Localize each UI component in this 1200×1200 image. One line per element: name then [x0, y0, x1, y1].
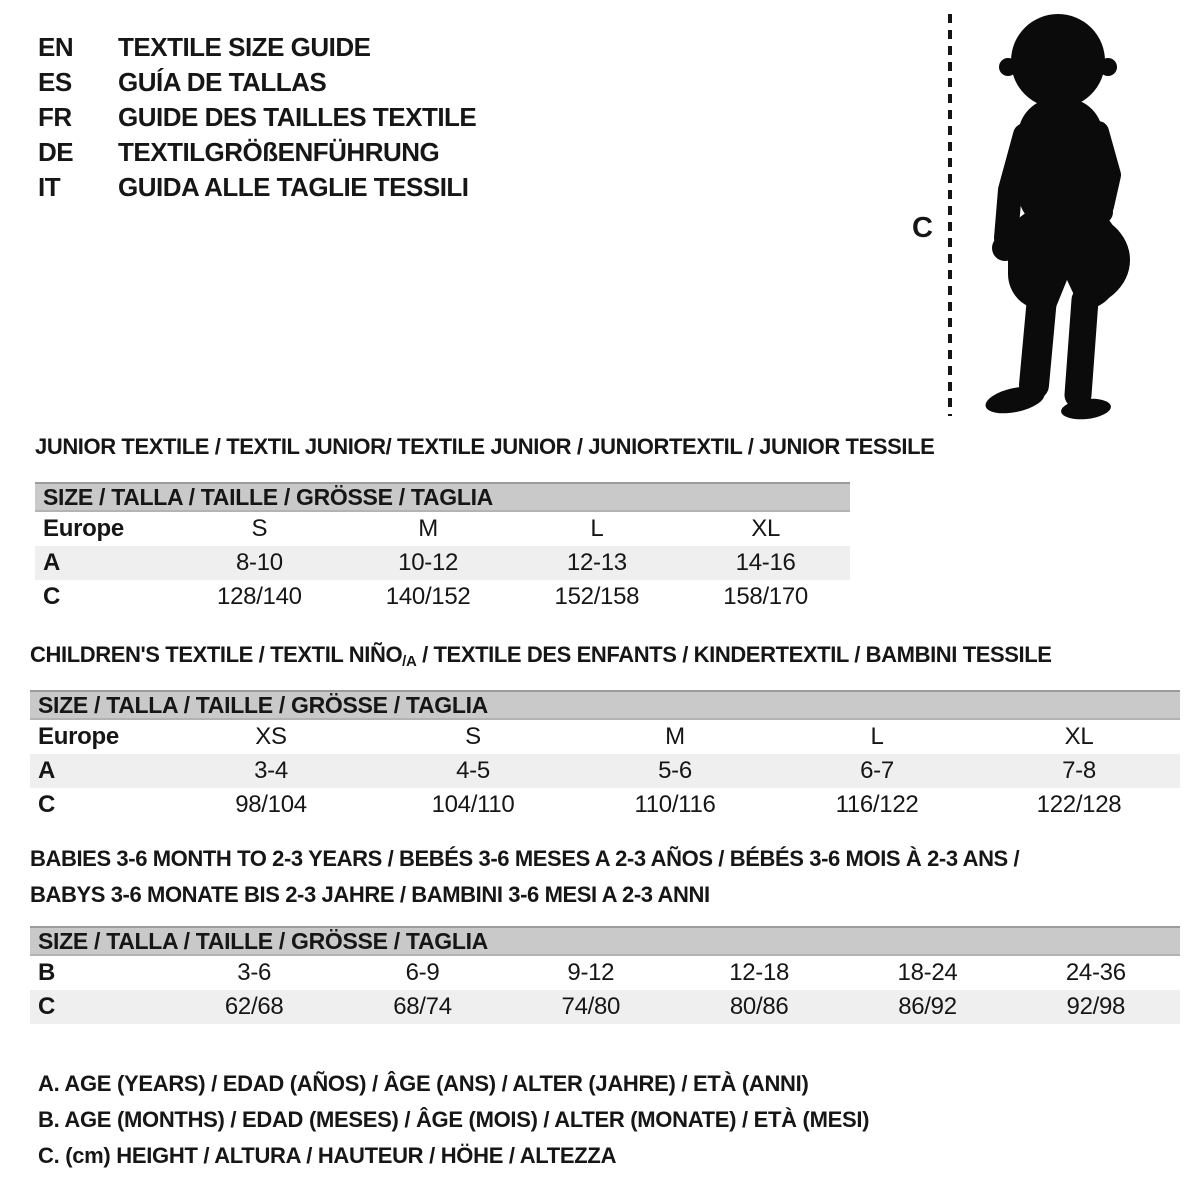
- language-row-en: [38, 30, 476, 65]
- table-row-europe: [35, 512, 850, 546]
- children-heading-text: CHILDREN'S TEXTILE / TEXTIL NIÑO: [30, 642, 403, 667]
- age-cell: 5-6: [658, 757, 692, 784]
- size-cell: XL: [1064, 723, 1094, 750]
- row-label: C: [43, 583, 61, 610]
- size-cell: M: [418, 515, 438, 542]
- babies-section-heading-line1: BABIES 3-6 MONTH TO 2-3 YEARS / BEBÉS 3-6 MESES A 2-3 AÑOS / BÉBÉS 3-6 MOIS À 2-3 ANS /: [30, 846, 1020, 871]
- language-row-fr: [38, 100, 476, 135]
- height-cell: 98/104: [235, 791, 307, 818]
- age-cell: 4-5: [456, 757, 490, 784]
- height-cell: 86/92: [898, 993, 957, 1020]
- row-label: B: [38, 959, 56, 986]
- size-header-bar: SIZE / TALLA / TAILLE / GRÖSSE / TAGLIA: [35, 482, 850, 512]
- height-cell: 104/110: [431, 791, 515, 818]
- age-cell: 12-13: [566, 549, 627, 576]
- table-row-height: [35, 580, 850, 614]
- table-row-europe: [30, 720, 1180, 754]
- size-cell: S: [465, 723, 481, 750]
- size-header-bar: SIZE / TALLA / TAILLE / GRÖSSE / TAGLIA: [30, 926, 1180, 956]
- junior-size-table: [35, 482, 850, 614]
- language-code: ES: [38, 67, 72, 97]
- months-cell: 18-24: [897, 959, 958, 986]
- toddler-silhouette-icon: [970, 10, 1142, 422]
- children-heading-text: / TEXTILE DES ENFANTS / KINDERTEXTIL / BAMBINI TESSILE: [416, 642, 1052, 667]
- measurement-legend: [38, 1066, 869, 1174]
- months-cell: 9-12: [567, 959, 615, 986]
- language-title-list: [38, 30, 476, 205]
- babies-section-heading-line2: BABYS 3-6 MONATE BIS 2-3 JAHRE / BAMBINI 3-6 MESI A 2-3 ANNI: [30, 882, 710, 907]
- table-row-age: [30, 754, 1180, 788]
- size-cell: XL: [751, 515, 780, 542]
- language-code: EN: [38, 32, 74, 62]
- age-cell: 8-10: [235, 549, 283, 576]
- months-cell: 24-36: [1065, 959, 1126, 986]
- babies-size-table: [30, 926, 1180, 1024]
- height-cell: 92/98: [1066, 993, 1126, 1020]
- size-cell: M: [665, 723, 685, 750]
- guide-title-es: GUÍA DE TALLAS: [118, 67, 327, 97]
- height-cell: 122/128: [1036, 791, 1122, 818]
- height-cell: 152/158: [554, 583, 640, 610]
- height-cell: 110/116: [634, 791, 716, 818]
- age-cell: 6-7: [860, 757, 894, 784]
- months-cell: 6-9: [405, 959, 440, 986]
- children-heading-subscript: /A: [402, 653, 417, 670]
- legend-line-age-months: B. AGE (MONTHS) / EDAD (MESES) / ÂGE (MOIS) / ALTER (MONATE) / ETÀ (MESI): [38, 1107, 870, 1132]
- height-cell: 74/80: [561, 993, 621, 1020]
- row-label: Europe: [38, 723, 119, 750]
- height-cell: 62/68: [224, 993, 284, 1020]
- size-cell: L: [590, 515, 604, 542]
- size-cell: L: [870, 723, 884, 750]
- size-cell: S: [251, 515, 268, 542]
- language-code: DE: [38, 137, 74, 167]
- row-label: A: [43, 549, 61, 576]
- guide-title-fr: GUIDE DES TAILLES TEXTILE: [118, 102, 477, 132]
- legend-line-height-cm: C. (cm) HEIGHT / ALTURA / HAUTEUR / HÖHE / ALTEZZA: [38, 1143, 617, 1168]
- row-label: A: [38, 757, 56, 784]
- months-cell: 12-18: [729, 959, 790, 986]
- legend-line-age-years: A. AGE (YEARS) / EDAD (AÑOS) / ÂGE (ANS) / ALTER (JAHRE) / ETÀ (ANNI): [38, 1071, 809, 1096]
- guide-title-it: GUIDA ALLE TAGLIE TESSILI: [118, 172, 469, 202]
- age-cell: 14-16: [735, 549, 796, 576]
- junior-section-heading: JUNIOR TEXTILE / TEXTIL JUNIOR/ TEXTILE JUNIOR / JUNIORTEXTIL / JUNIOR TESSILE: [35, 434, 935, 459]
- language-code: FR: [38, 102, 72, 132]
- language-code: IT: [38, 172, 61, 202]
- height-cell: 140/152: [385, 583, 471, 610]
- height-cell: 158/170: [723, 583, 808, 610]
- children-section-heading: [30, 642, 1052, 670]
- height-measure-label: C: [912, 212, 933, 244]
- height-cell: 128/140: [217, 583, 302, 610]
- children-size-table: [30, 690, 1180, 822]
- age-cell: 10-12: [398, 549, 459, 576]
- height-cell: 116/122: [835, 791, 919, 818]
- height-cell: 68/74: [393, 993, 452, 1020]
- language-row-it: [38, 170, 476, 205]
- guide-title-en: TEXTILE SIZE GUIDE: [118, 32, 371, 62]
- row-label: C: [38, 993, 56, 1020]
- height-cell: 80/86: [729, 993, 789, 1020]
- table-row-height: [30, 990, 1180, 1024]
- table-row-age: [35, 546, 850, 580]
- height-measure-dotted-line: [948, 14, 952, 416]
- row-label: Europe: [43, 515, 124, 542]
- table-row-height: [30, 788, 1180, 822]
- age-cell: 3-4: [254, 757, 288, 784]
- size-cell: XS: [255, 723, 287, 750]
- guide-title-de: TEXTILGRÖßENFÜHRUNG: [118, 137, 440, 167]
- size-header-bar: SIZE / TALLA / TAILLE / GRÖSSE / TAGLIA: [30, 690, 1180, 720]
- language-row-de: [38, 135, 476, 170]
- row-label: C: [38, 791, 56, 818]
- age-cell: 7-8: [1062, 757, 1096, 784]
- months-cell: 3-6: [237, 959, 272, 986]
- table-row-months: [30, 956, 1180, 990]
- language-row-es: [38, 65, 476, 100]
